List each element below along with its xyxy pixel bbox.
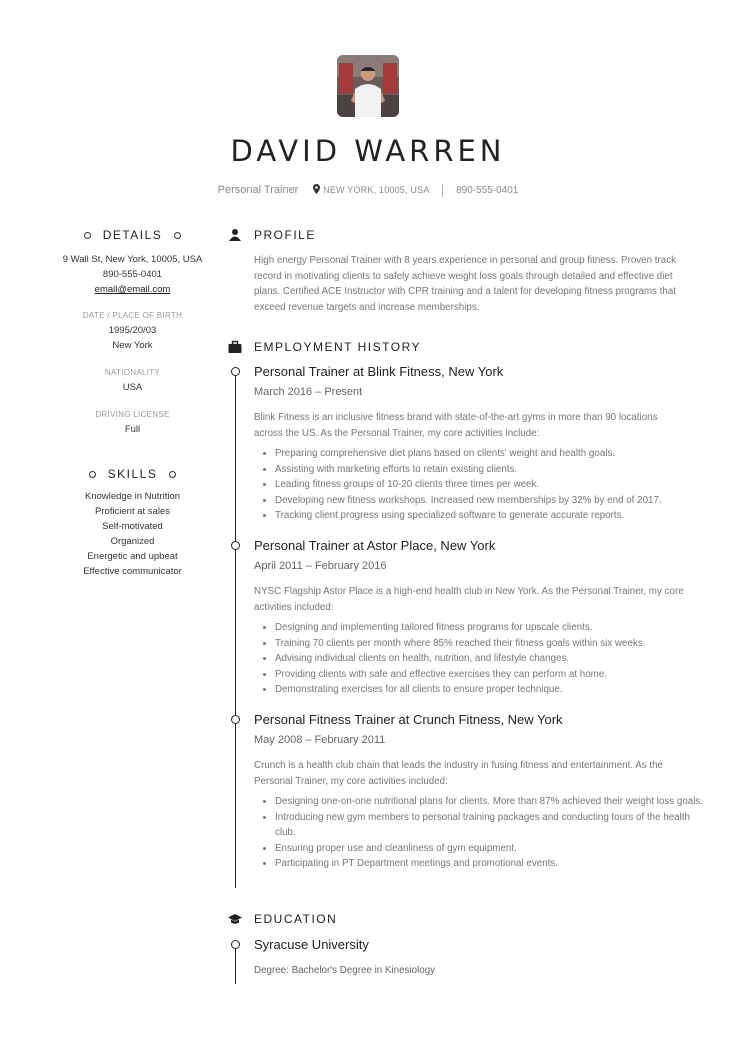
nationality-value: USA — [122, 382, 143, 393]
list-item: • Tracking client progress using specialized software to generate accurate reports. — [275, 508, 707, 524]
timeline-dot — [231, 541, 240, 550]
skill-item: Self-motivated — [102, 521, 163, 532]
timeline-line — [235, 370, 237, 888]
job-title-3: Personal Fitness Trainer at Crunch Fitness, New York — [254, 712, 563, 727]
header-phone: 890-555-0401 — [456, 185, 519, 197]
degree: Degree: Bachelor's Degree in Kinesiology — [254, 965, 436, 976]
job-description-2: NYSC Flagship Astor Place is a high-end health club in New York. As the Personal Trainer, my core activities included: — [254, 586, 684, 613]
email-link[interactable]: email@email.com — [94, 284, 171, 295]
job-bullets-3 — [254, 794, 707, 872]
location-pin-icon — [313, 184, 320, 197]
skill-item: Effective communicator — [83, 566, 182, 577]
profile-text: High energy Personal Trainer with 8 years experience in personal and group fitness. Proven track record in motivating clients to safely achieve weight loss goals through detailed and effective diet plans. Certified ACE Instructor with CPR training and a talent for developing fitness programs that exceed revenue targets and increase memberships. — [254, 255, 677, 313]
list-item: • Designing one-on-one nutritional plans for clients. More than 87% achieved their weight loss goals. — [275, 794, 707, 810]
job-description-1: Blink Fitness is an inclusive fitness brand with state-of-the-art gyms in more than 90 locations across the US. As the Personal Trainer, my core activities include: — [254, 412, 658, 439]
list-item: • Providing clients with safe and effective exercises they can perform at home. — [275, 667, 707, 683]
skills-section — [60, 467, 205, 579]
timeline-dot — [231, 940, 240, 949]
job-dates-1: March 2016 – Present — [254, 386, 363, 398]
job-description-3: Crunch is a health club chain that leads the industry in fusing fitness and entertainment. As the Personal Trainer, my core activities included: — [254, 760, 663, 787]
birthplace-value: New York — [112, 340, 153, 351]
list-item: • Ensuring proper use and cleanliness of gym equipment. — [275, 841, 707, 857]
phone: 890-555-0401 — [102, 269, 163, 280]
list-item: • Introducing new gym members to personal training packages and conducting tours of the health club. — [275, 810, 707, 841]
contact-line — [0, 184, 736, 197]
timeline-dot — [231, 715, 240, 724]
list-item: • Developing new fitness workshops. Increased new memberships by 32% by end of 2017. — [275, 493, 707, 509]
circle-icon — [89, 471, 96, 478]
school-name: Syracuse University — [254, 937, 369, 952]
dob-label: DATE / PLACE OF BIRTH — [82, 311, 183, 320]
briefcase-icon — [228, 340, 242, 354]
nationality-label: NATIONALITY — [104, 368, 161, 377]
job-title-2: Personal Trainer at Astor Place, New York — [254, 538, 496, 553]
list-item: • Demonstrating exercises for all clients to ensure proper technique. — [275, 682, 707, 698]
details-section — [60, 228, 205, 437]
location: NEW YORK, 10005, USA — [323, 185, 430, 196]
skill-item: Energetic and upbeat — [87, 551, 178, 562]
graduation-cap-icon — [228, 912, 242, 926]
dob-value: 1995/20/03 — [108, 325, 157, 336]
timeline-dot — [231, 367, 240, 376]
skill-item: Organized — [110, 536, 155, 547]
address: 9 Wall St, New York, 10005, USA — [62, 254, 203, 265]
job-title-1: Personal Trainer at Blink Fitness, New York — [254, 364, 504, 379]
list-item: • Assisting with marketing efforts to retain existing clients. — [275, 462, 707, 478]
list-item: • Training 70 clients per month where 85% reached their fitness goals within six weeks. — [275, 636, 707, 652]
job-dates-3: May 2008 – February 2011 — [254, 734, 386, 746]
profile-heading: PROFILE — [254, 228, 316, 242]
profile-photo — [337, 55, 399, 117]
divider — [442, 184, 443, 197]
skills-heading: SKILLS — [60, 467, 205, 481]
license-label: DRIVING LICENSE — [95, 410, 170, 419]
circle-icon — [169, 471, 176, 478]
employment-heading: EMPLOYMENT HISTORY — [254, 340, 422, 354]
job-dates-2: April 2011 – February 2016 — [254, 560, 387, 572]
list-item: • Leading fitness groups of 10-20 clients three times per week. — [275, 477, 707, 493]
education-heading: EDUCATION — [254, 912, 338, 926]
job-bullets-2 — [254, 620, 707, 698]
candidate-name: DAVID WARREN — [230, 134, 506, 168]
job-bullets-1 — [254, 446, 707, 524]
circle-icon — [174, 232, 181, 239]
person-icon — [228, 228, 242, 242]
list-item: • Designing and implementing tailored fitness programs for upscale clients. — [275, 620, 707, 636]
circle-icon — [84, 232, 91, 239]
license-value: Full — [124, 424, 141, 435]
job-title: Personal Trainer — [217, 184, 299, 197]
list-item: • Participating in PT Department meetings and promotional events. — [275, 856, 707, 872]
skill-item: Proficient at sales — [95, 506, 170, 517]
skill-item: Knowledge in Nutrition — [84, 491, 181, 502]
list-item: • Preparing comprehensive diet plans based on clients' weight and health goals. — [275, 446, 707, 462]
details-heading: DETAILS — [60, 228, 205, 242]
list-item: • Advising individual clients on health, nutrition, and lifestyle changes. — [275, 651, 707, 667]
